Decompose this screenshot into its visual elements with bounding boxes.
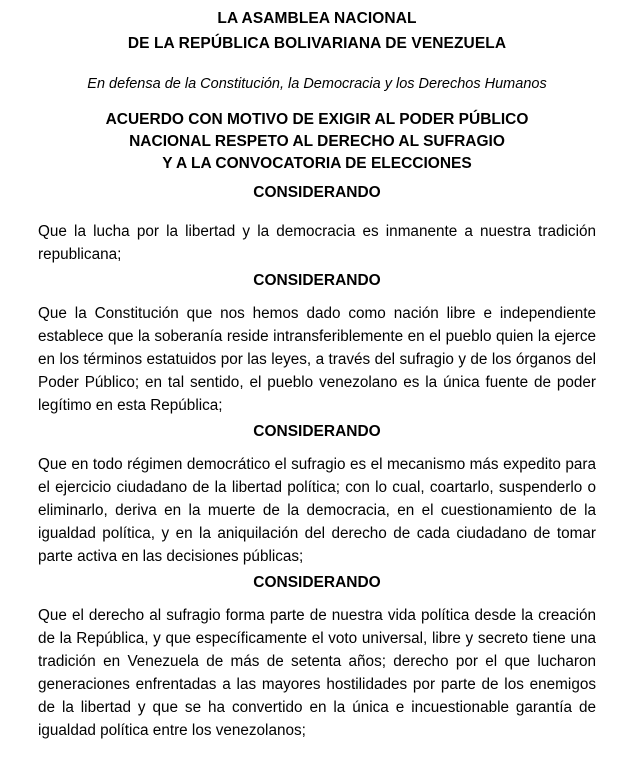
title-line-2: NACIONAL RESPETO AL DERECHO AL SUFRAGIO <box>129 133 505 150</box>
title-line-3: Y A LA CONVOCATORIA DE ELECCIONES <box>162 155 472 172</box>
considerando-heading-1: CONSIDERANDO <box>253 184 381 201</box>
considerando-paragraph-1: Que la lucha por la libertad y la democracia es inmanente a nuestra tradición republicana; <box>38 223 596 263</box>
institution-motto: En defensa de la Constitución, la Democracia y los Derechos Humanos <box>87 76 547 92</box>
considerando-paragraph-2: Que la Constitución que nos hemos dado como nación libre e independiente establece que la soberanía reside intransferiblemente en el pueblo quien la ejerce en los términos estatuidos por las leyes, a través del sufragio y de los órganos del Poder Público; en tal sentido, el pueblo venezolano es la única fuente de poder legítimo en esta República; <box>38 305 596 414</box>
institution-country: DE LA REPÚBLICA BOLIVARIANA DE VENEZUELA <box>127 35 507 52</box>
considerando-heading-2: CONSIDERANDO <box>253 272 381 289</box>
considerando-heading-3: CONSIDERANDO <box>253 423 381 440</box>
institution-name: LA ASAMBLEA NACIONAL <box>217 10 417 27</box>
considerando-heading-4: CONSIDERANDO <box>253 574 381 591</box>
considerando-paragraph-3: Que en todo régimen democrático el sufragio es el mecanismo más expedito para el ejercicio ciudadano de la libertad política; con lo cual, coartarlo, suspenderlo o eliminarlo, deriva en la muerte de la democracia, en el cuestionamiento de la igualdad política, y en la aniquilación del derecho de cada ciudadano de tomar parte activa en las decisiones públicas; <box>38 456 596 565</box>
document-title <box>38 109 596 175</box>
title-line-1: ACUERDO CON MOTIVO DE EXIGIR AL PODER PÚBLICO <box>105 111 529 128</box>
considerando-paragraph-4: Que el derecho al sufragio forma parte de nuestra vida política desde la creación de la República, y que específicamente el voto universal, libre y secreto tiene una tradición en Venezuela de más de setenta años; derecho por el que lucharon generaciones enfrentadas a las mayores hostilidades por parte de los enemigos de la libertad y que se ha convertido en la única e incuestionable garantía de igualdad política entre los venezolanos; <box>38 607 596 739</box>
document-header <box>38 6 596 95</box>
